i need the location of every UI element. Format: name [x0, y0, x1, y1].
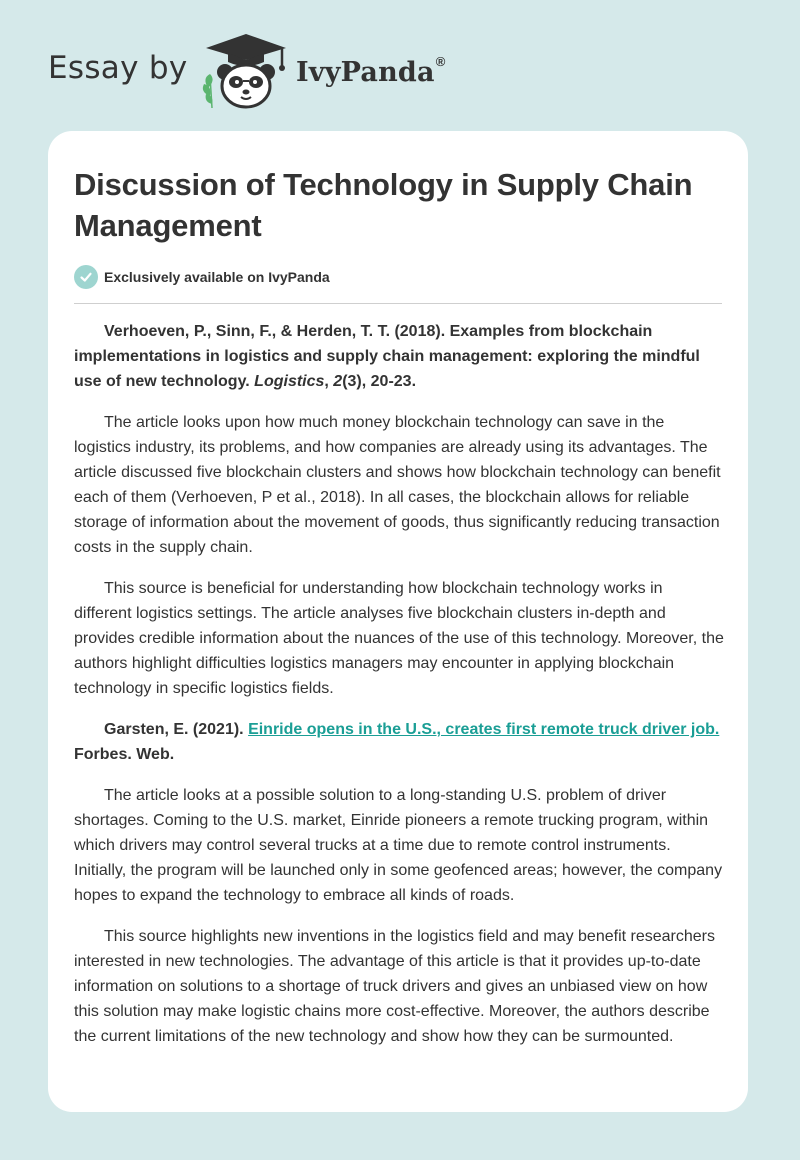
reference-1-volume: 2 [333, 373, 343, 390]
exclusive-badge [74, 264, 330, 290]
registered-mark: ® [435, 54, 446, 69]
reference-1-separator: , [324, 373, 334, 390]
reference-1-journal: Logistics [254, 373, 325, 390]
reference-2 [74, 717, 724, 767]
brand-name[interactable] [296, 54, 445, 88]
reference-2-tail: Forbes. Web. [74, 746, 175, 763]
leaf-icon [203, 74, 213, 108]
essay-by-label: Essay by [48, 50, 188, 86]
paragraph-3: The article looks at a possible solution to a long-standing U.S. problem of driver shortages. Coming to the U.S. market, Einride pioneers a remote trucking program, within which drivers may control several trucks at a time due to remote control instruments. Initially, the program will be launched only in some geofenced areas; however, the company hopes to expand the technology to embrace all kinds of roads. [74, 787, 723, 904]
brand-text: IvyPanda [296, 57, 435, 88]
divider [74, 303, 722, 304]
page-title: Discussion of Technology in Supply Chain Management [74, 167, 693, 243]
paragraph-4: This source highlights new inventions in the logistics field and may benefit researchers interested in new technologies. The advantage of this article is that it provides up-to-date information on solutions to a shortage of truck drivers and gives an unbiased view on how this solution may make logistic chains more cost-effective. Moreover, the authors describe the current limitations of the new technology and show how they can be surmounted. [74, 928, 715, 1045]
exclusive-label: Exclusively available on IvyPanda [104, 269, 330, 285]
reference-1 [74, 319, 724, 394]
essay-card [48, 131, 748, 1112]
essay-body [74, 319, 724, 1065]
paragraph-2: This source is beneficial for understanding how blockchain technology works in different logistics settings. The article analyses five blockchain clusters in-depth and provides credible information about the nuances of the use of this technology. Moreover, the authors highlight difficulties logistics managers may encounter in applying blockchain technology in specific logistics fields. [74, 580, 724, 697]
reference-2-authors: Garsten, E. (2021). [104, 721, 249, 738]
panda-logo-icon[interactable] [198, 30, 294, 110]
reference-2-link[interactable]: Einride opens in the U.S., creates first remote truck driver job. [248, 721, 720, 738]
check-icon [74, 265, 98, 289]
reference-1-authors: Verhoeven, P., Sinn, F., & Herden, T. T. (2018). Examples from blockchain implementations in logistics and supply chain management: exploring the mindful use of new technology. [74, 323, 700, 390]
paragraph-1: The article looks upon how much money blockchain technology can save in the logistics industry, its problems, and how companies are already using its advantages. The article discussed five blockchain clusters and shows how blockchain technology can benefit each of them (Verhoeven, P et al., 2018). In all cases, the blockchain allows for reliable storage of information about the movement of goods, thus significantly reducing transaction costs in the supply chain. [74, 414, 721, 556]
reference-1-issue-pages: (3), 20-23. [342, 373, 417, 390]
site-header [0, 0, 800, 120]
